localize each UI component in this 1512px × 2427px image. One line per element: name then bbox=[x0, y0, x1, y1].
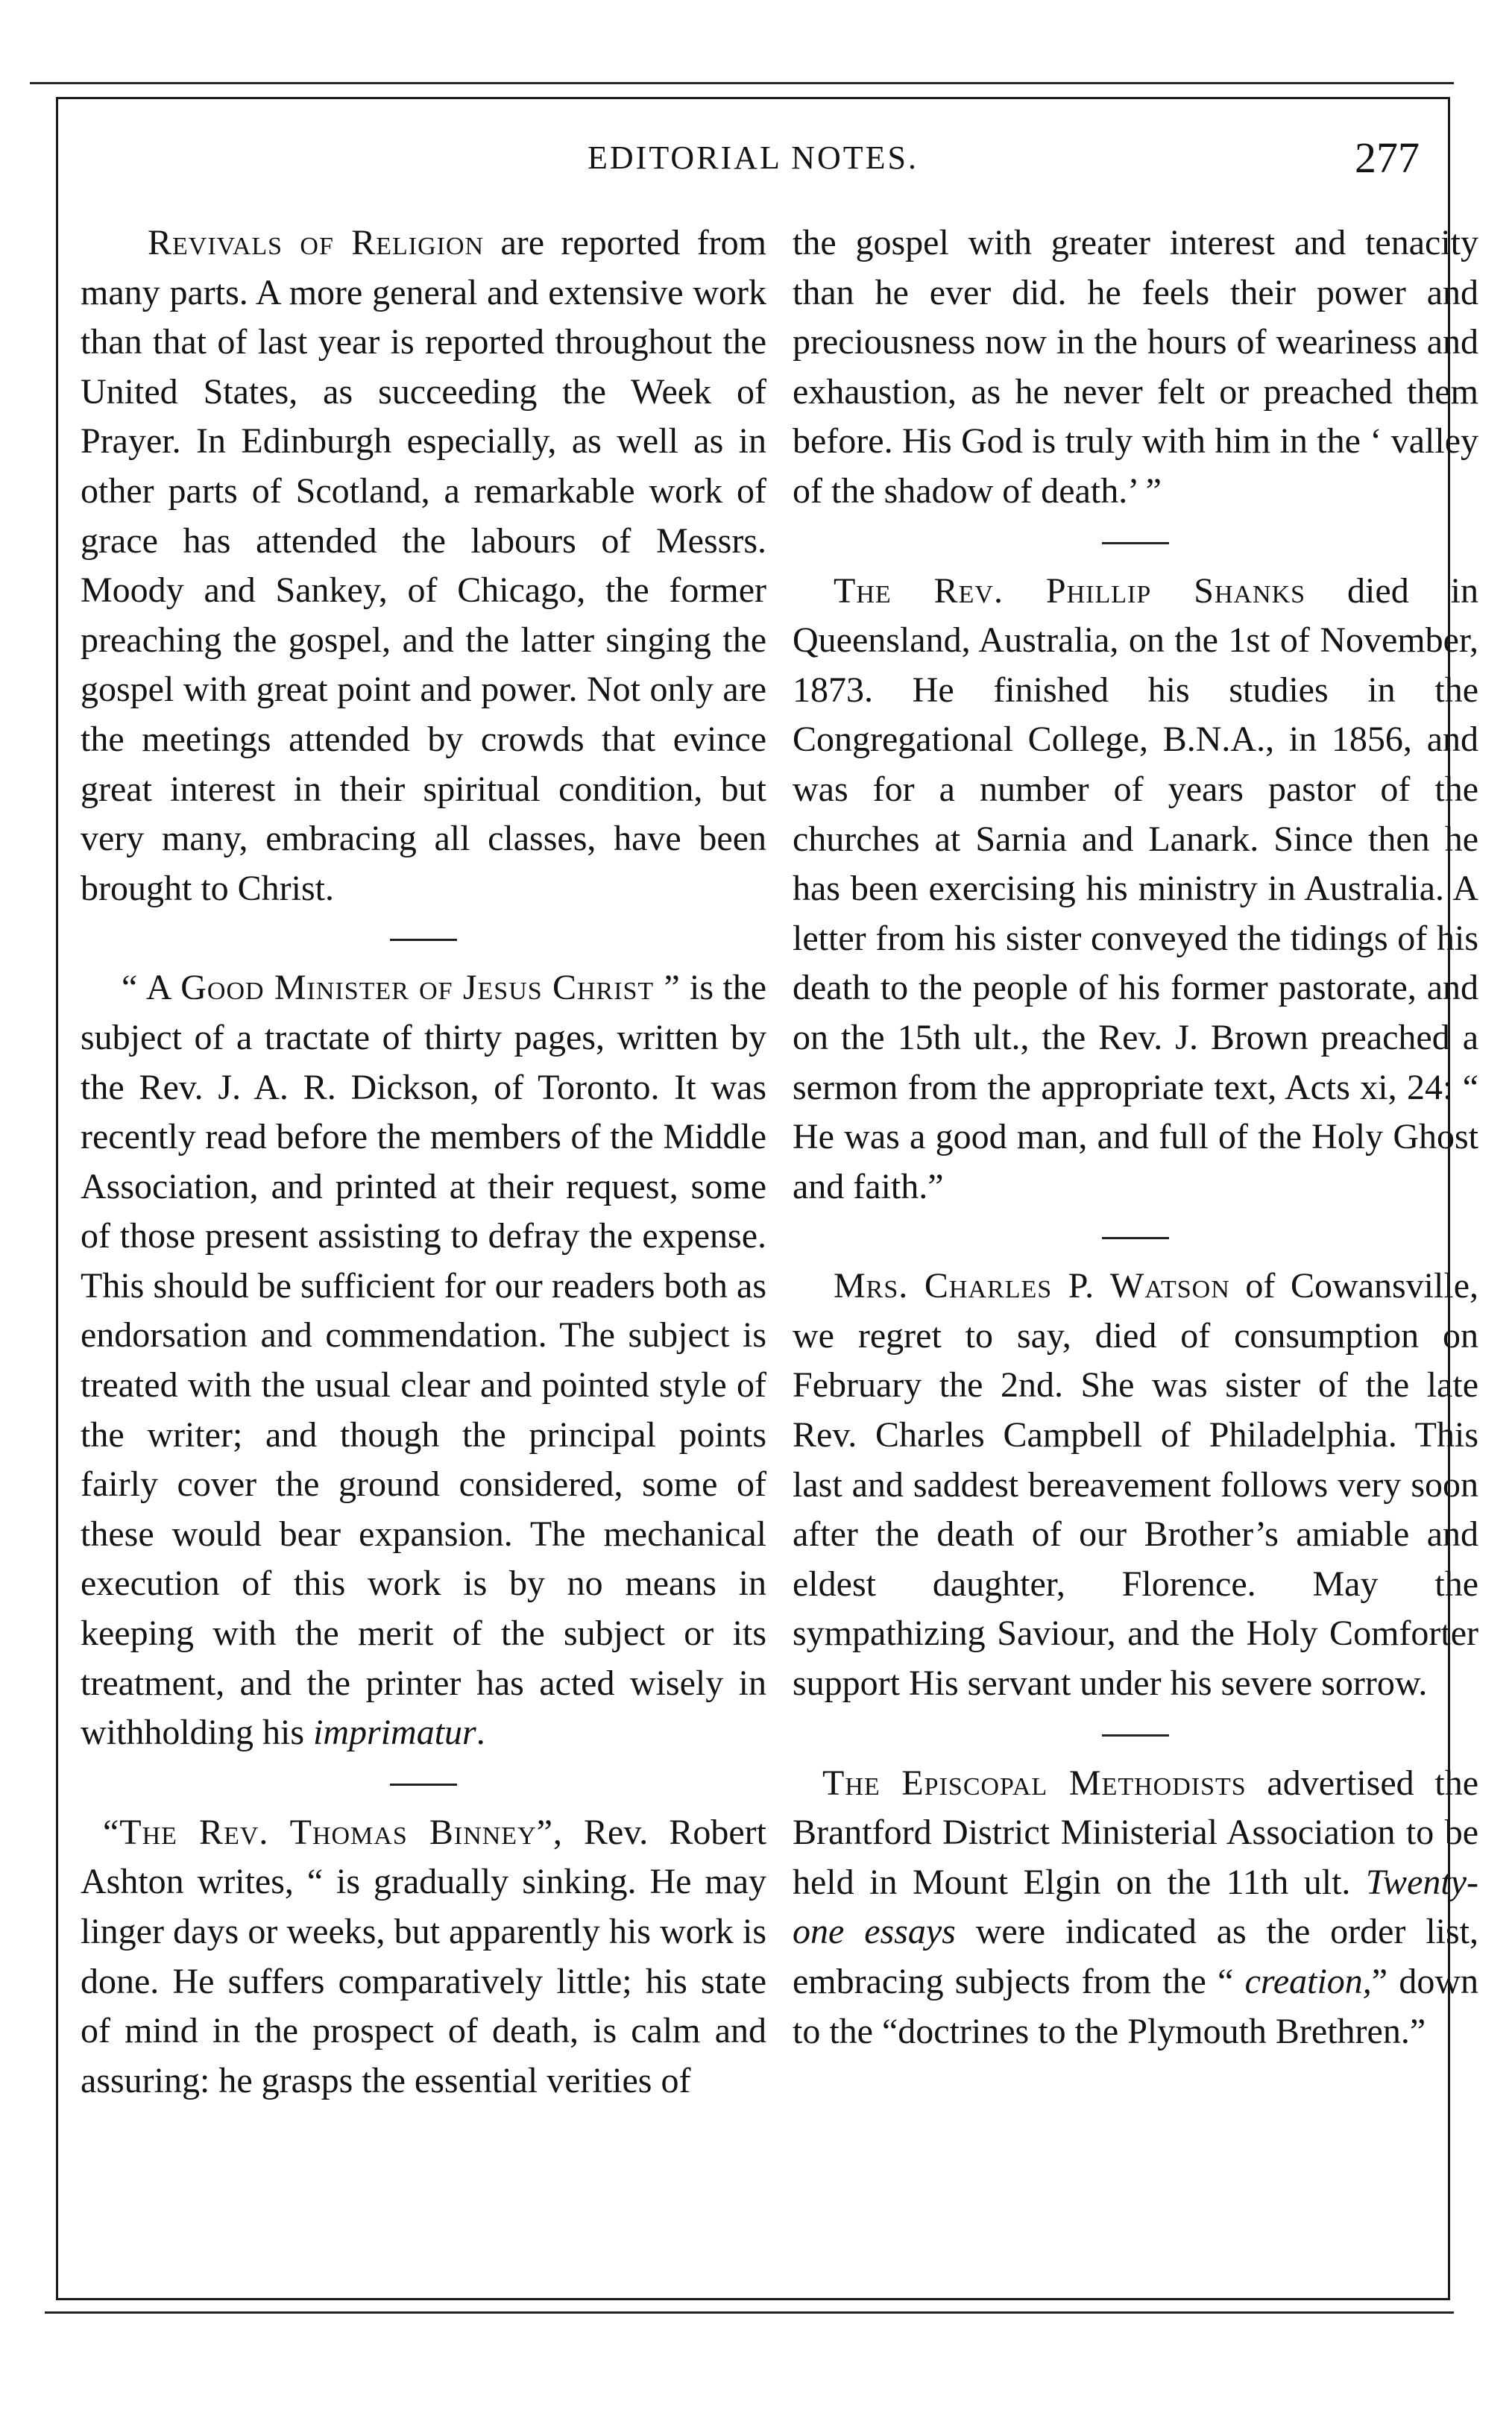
note-body: are reported from many parts. A more general and extensive work than that of last year is reported throughout the United States, as succeeding the Week of Prayer. In Edinburgh especially, as well as in other parts of Scotland, a remarkable work of grace has attended the labours of Messrs. Moody and Sankey, of Chicago, the former preaching the gospel, and the latter singing the gospel with great point and power. Not only are the meetings attended by crowds that evince great interest in their spiritual condition, but very many, embracing all classes, have been brought to Christ. bbox=[81, 223, 766, 908]
note-lead: “ A Good Minister of Jesus Christ ” bbox=[122, 968, 681, 1008]
section-divider bbox=[1102, 1734, 1169, 1737]
note-lead: Revivals of Religion bbox=[148, 223, 485, 262]
note-end: . bbox=[476, 1713, 485, 1753]
note-watson bbox=[793, 1262, 1478, 1708]
note-body: is the subject of a tractate of thirty pages, written by the Rev. J. A. R. Dickson, of Toronto. It was recently read before the members of the Middle Association, and printed at their request, some of those present assisting to defray the expense. This should be sufficient for our readers both as endorsation and commendation. The subject is treated with the usual clear and pointed style of the writer; and though the principal points fairly cover the ground considered, some of these would bear expansion. The mechanical execution of this work is by no means in keeping with the merit of the subject or its treatment, and the printer has acted wisely in withholding his bbox=[81, 968, 766, 1753]
page-header bbox=[58, 133, 1448, 192]
note-episcopal-methodists bbox=[793, 1759, 1478, 2057]
note-body: of Cowansville, we regret to say, died of consumption on February the 2nd. She was sister of the late Rev. Charles Campbell of Philadelphia. This last and saddest bereavement follows very soon after the death of our Brother’s amiable and eldest daughter, Florence. May the sympathizing Saviour, and the Holy Comforter support His servant under his severe sorrow. bbox=[793, 1266, 1478, 1704]
note-body: died in Queensland, Australia, on the 1st of November, 1873. He finished his studies in the Congregational College, B.N.A., in 1856, and was for a number of years pastor of the churches at Sarnia and Lanark. Since then he has been exercising his ministry in Australia. A letter from his sister conveyed the tidings of his death to the people of his former pastorate, and on the 15th ult., the Rev. J. Brown preached a sermon from the appropriate text, Acts xi, 24: “ He was a good man, and full of the Holy Ghost and faith.” bbox=[793, 570, 1479, 1206]
top-rule bbox=[30, 82, 1454, 84]
note-body: the gospel with greater interest and tenacity than he ever did. he feels their power and preciousness now in the hours of weariness and exhaustion, as he never felt or preached them before. His God is truly with him in the ‘ valley of the shadow of death.’ ” bbox=[793, 223, 1478, 511]
section-divider bbox=[390, 939, 457, 941]
note-shanks bbox=[793, 567, 1478, 1212]
note-body: advertised the Brantford District Ministerial Association to be held in Mount Elgin on the 11th ult. bbox=[793, 1763, 1478, 1902]
note-lead: The Rev. Phillip Shanks bbox=[834, 570, 1306, 611]
note-revivals bbox=[81, 218, 766, 913]
page-number: 277 bbox=[1355, 133, 1420, 182]
section-divider bbox=[1102, 1237, 1169, 1239]
note-lead: The Episcopal Methodists bbox=[822, 1763, 1247, 1803]
note-binney bbox=[81, 1808, 766, 2106]
note-body: Rev. Robert Ashton writes, “ is gradually sinking. He may linger days or weeks, but apparently his work is done. He suffers comparatively little; his state of mind in the prospect of death, is calm and assuring: he grasps the essential verities of bbox=[81, 1812, 766, 2100]
note-body: ” down to the “doctrines to the Plymouth Brethren.” bbox=[793, 1962, 1478, 2051]
running-head: EDITORIAL NOTES. bbox=[588, 139, 919, 176]
bottom-rule bbox=[45, 2311, 1454, 2314]
note-binney-continued bbox=[793, 218, 1478, 517]
section-divider bbox=[1102, 542, 1169, 544]
right-column bbox=[793, 218, 1478, 2056]
left-column bbox=[81, 218, 766, 2106]
note-italic: creation, bbox=[1244, 1962, 1372, 2001]
note-lead: Mrs. Charles P. Watson bbox=[834, 1266, 1230, 1306]
page-frame bbox=[56, 97, 1479, 2300]
note-body: were indicated as the order list, embracing subjects from the “ bbox=[793, 1912, 1479, 2001]
section-divider bbox=[390, 1784, 457, 1786]
note-lead: “The Rev. Thomas Binney”, bbox=[103, 1812, 563, 1852]
note-italic: Twenty-one essays bbox=[793, 1862, 1478, 1952]
note-good-minister bbox=[81, 963, 766, 1758]
note-italic: imprimatur bbox=[313, 1713, 476, 1753]
